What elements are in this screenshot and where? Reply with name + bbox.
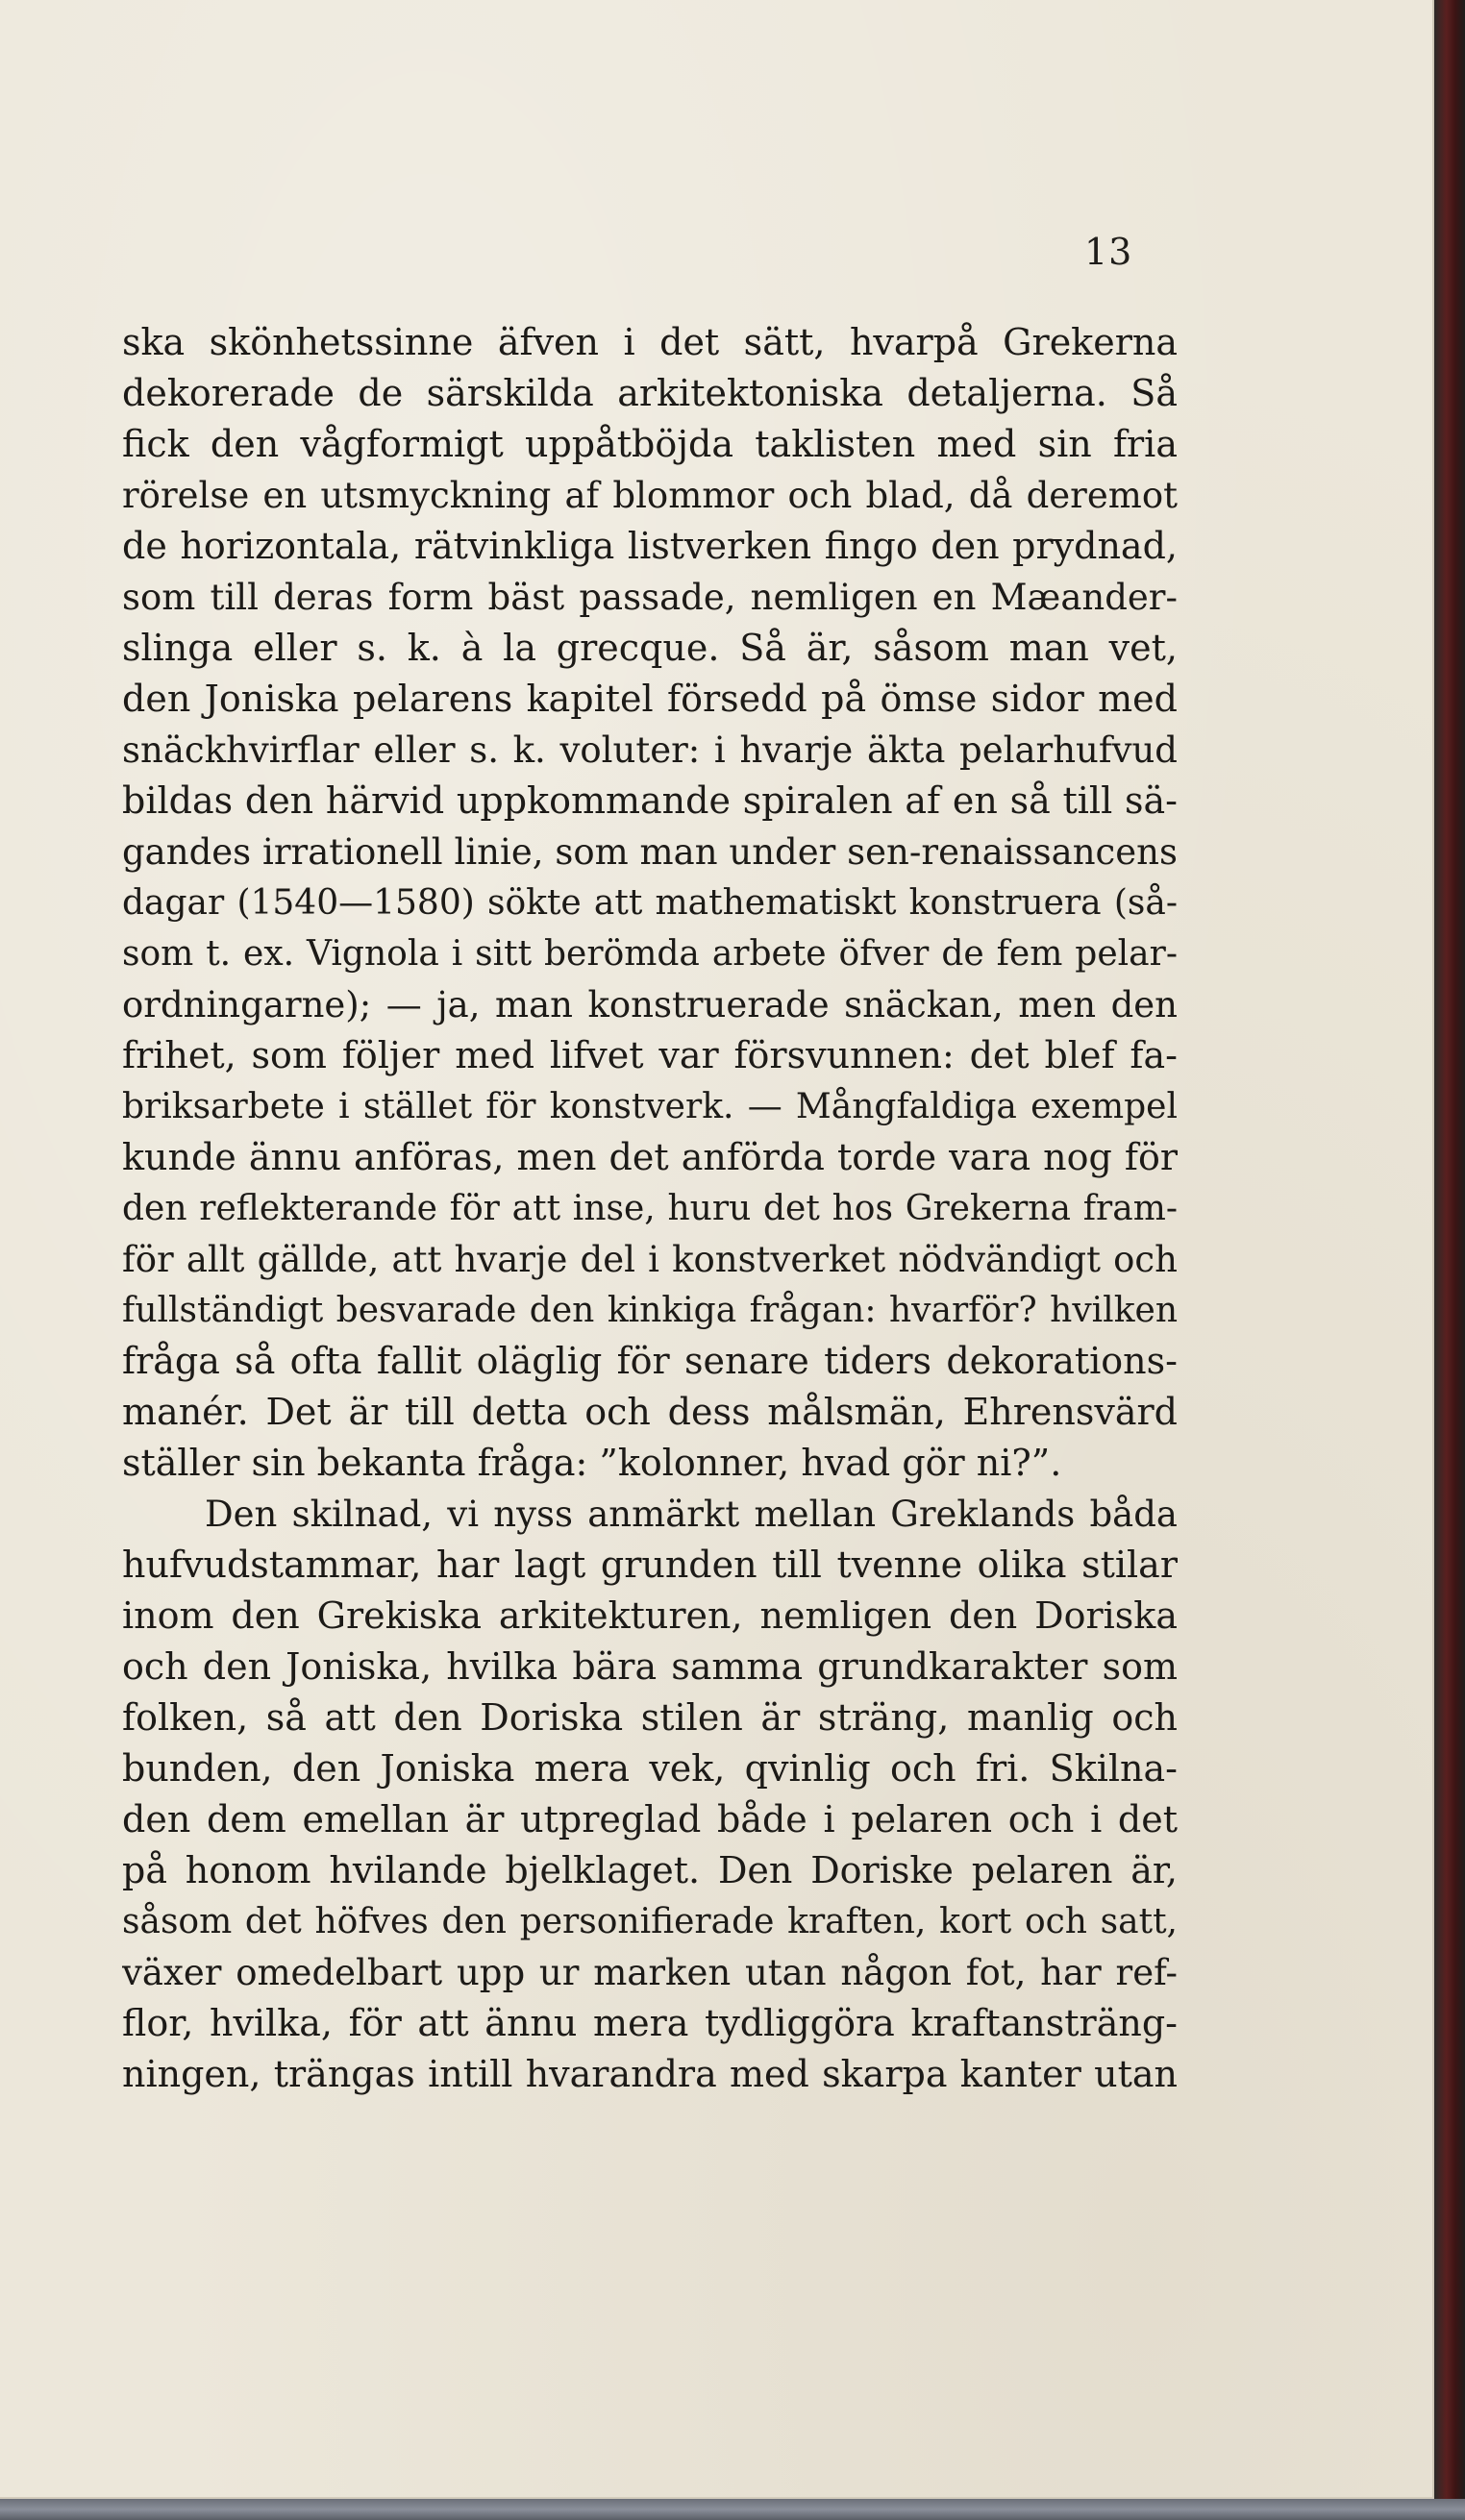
scan-bottom-edge: [0, 2499, 1465, 2520]
text-line: och den Joniska, hvilka bära samma grundkarakter som: [122, 1645, 1178, 1688]
text-line: ordningarne); — ja, man konstruerade snäckan, men den: [122, 984, 1178, 1025]
text-line: för allt gällde, att hvarje del i konstverket nödvändigt och: [122, 1239, 1178, 1280]
text-line: som till deras form bäst passade, nemligen en Mæander-: [122, 577, 1178, 618]
text-line: hufvudstammar, har lagt grunden till tvenne olika stilar: [122, 1544, 1178, 1586]
text-line: ställer sin bekanta fråga: ”kolonner, hvad gör ni?”.: [122, 1442, 1062, 1484]
paragraph-2: [122, 1489, 1178, 2100]
text-line: folken, så att den Doriska stilen är sträng, manlig och: [122, 1696, 1178, 1739]
text-line: snäckhvirflar eller s. k. voluter: i hvarje äkta pelarhufvud: [122, 729, 1178, 771]
paragraph-1: [122, 317, 1178, 1489]
text-line: de horizontala, rätvinkliga listverken fingo den prydnad,: [122, 525, 1178, 567]
text-line: bunden, den Joniska mera vek, qvinlig och fri. Skilna-: [122, 1747, 1178, 1790]
text-line: fullständigt besvarade den kinkiga frågan: hvarför? hvilken: [122, 1291, 1178, 1330]
text-line: kunde ännu anföras, men det anförda torde vara nog för: [122, 1136, 1178, 1178]
text-line: som t. ex. Vignola i sitt berömda arbete öfver de fem pelar-: [122, 934, 1178, 974]
text-line: den Joniska pelarens kapitel försedd på ömse sidor med: [122, 678, 1178, 720]
text-line: ska skönhetssinne äfven i det sätt, hvarpå Grekerna: [122, 321, 1178, 363]
text-line: dagar (1540—1580) sökte att mathematiskt konstruera (så-: [122, 883, 1178, 923]
text-line: den reflekterande för att inse, huru det hos Grekerna fram-: [122, 1189, 1178, 1228]
text-line: dekorerade de särskilda arkitektoniska detaljerna. Så: [122, 372, 1178, 414]
book-spine-edge: [1434, 0, 1465, 2520]
body-text: [122, 317, 1178, 2100]
text-line: briksarbete i stället för konstverk. — Mångfaldiga exempel: [122, 1087, 1178, 1126]
text-line: slinga eller s. k. à la grecque. Så är, såsom man vet,: [122, 627, 1178, 669]
text-line: gandes irrationell linie, som man under sen-renaissancens: [122, 831, 1178, 873]
text-line: ningen, trängas intill hvarandra med skarpa kanter utan: [122, 2053, 1178, 2095]
text-line: bildas den härvid uppkommande spiralen af en så till sä-: [122, 779, 1178, 822]
text-line: den dem emellan är utpreglad både i pelaren och i det: [122, 1798, 1178, 1841]
text-line: frihet, som följer med lifvet var försvunnen: det blef fa-: [122, 1034, 1178, 1076]
text-line: såsom det höfves den personifierade kraften, kort och satt,: [122, 1902, 1178, 1941]
text-line: på honom hvilande bjelklaget. Den Doriske pelaren är,: [122, 1849, 1178, 1891]
text-line: fick den vågformigt uppåtböjda taklisten med sin fria: [122, 423, 1178, 465]
text-line: rörelse en utsmyckning af blommor och blad, då deremot: [122, 475, 1178, 516]
text-line: Den skilnad, vi nyss anmärkt mellan Greklands båda: [205, 1494, 1178, 1535]
text-line: växer omedelbart upp ur marken utan någon fot, har ref-: [122, 1952, 1178, 1993]
page-number: 13: [1084, 231, 1133, 273]
text-line: fråga så ofta fallit oläglig för senare tiders dekorations-: [122, 1340, 1178, 1382]
text-line: flor, hvilka, för att ännu mera tydliggöra kraftansträng-: [122, 2002, 1178, 2044]
text-line: manér. Det är till detta och dess målsmän, Ehrensvärd: [122, 1391, 1178, 1433]
text-line: inom den Grekiska arkitekturen, nemligen den Doriska: [122, 1594, 1178, 1637]
